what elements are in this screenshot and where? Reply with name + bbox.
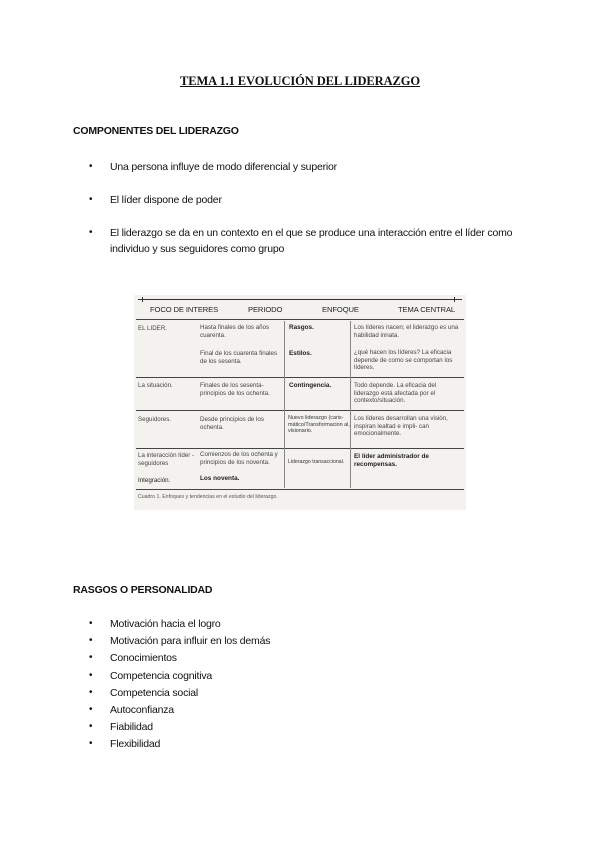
traits-heading: RASGOS O PERSONALIDAD (73, 584, 213, 596)
bullet-icon: • (89, 686, 93, 698)
table-cell: El líder administrador de recompensas. (354, 453, 429, 468)
list-item: • Una persona influye de modo diferencial y superior (89, 161, 337, 173)
bullet-icon: • (89, 618, 93, 629)
table-cell: EL LIDER. (138, 325, 168, 332)
bullet-icon: • (89, 703, 93, 715)
table-top-rule (138, 299, 462, 300)
bullet-icon: • (89, 721, 93, 733)
bullet-icon: • (89, 227, 93, 238)
components-list (73, 159, 533, 274)
traits-list (73, 616, 533, 754)
list-item: • Competencia social (89, 686, 199, 699)
table-cell: Los líderes desarrollan una visión, inspiran lealtad e impli- can emocionalmente. (354, 415, 448, 438)
table-cell: Los noventa. (200, 475, 240, 482)
bullet-icon: • (89, 161, 93, 172)
table-cell: Nuevo liderazgo (caris- mático/Transformacion al, visionario. (288, 415, 350, 435)
table-cell: Contingencia. (289, 382, 332, 389)
leadership-table-image (134, 295, 466, 510)
page-title: TEMA 1.1 EVOLUCIÓN DEL LIDERAZGO (180, 74, 420, 88)
table-cell: Final de los cuarenta finales de los sesenta. (200, 350, 278, 365)
table-rule (136, 377, 464, 378)
table-tick (142, 297, 143, 302)
table-cell: Estilos. (289, 350, 312, 357)
table-cell: Rasgos. (289, 324, 314, 331)
table-cell: Seguidores. (138, 416, 172, 423)
list-item: • El liderazgo se da en un contexto en el que se produce una interacción entre el líder como individuo y sus seguidores como grupo (89, 227, 513, 255)
table-rule (136, 410, 464, 411)
table-cell: Finales de los sesenta- principios de los ochenta. (200, 382, 270, 397)
list-item: • Competencia cognitiva (89, 669, 213, 682)
list-item: • El líder dispone de poder (89, 194, 222, 206)
table-cell: Integración. (138, 477, 171, 484)
list-item: • Fiabilidad (89, 721, 153, 734)
bullet-icon: • (89, 669, 93, 681)
table-cell: La situación. (138, 382, 173, 389)
table-caption: Cuadro 1. Enfoques y tendencias en el estudio del liderazgo. (138, 494, 278, 500)
list-item: • Motivación para influir en los demás (89, 635, 271, 648)
table-cell: Liderazgo transaccional. (288, 459, 345, 465)
header-periodo: PERIODO (248, 305, 283, 314)
list-item: • Conocimientos (89, 652, 177, 665)
bullet-icon: • (89, 635, 93, 647)
bullet-icon: • (89, 652, 93, 664)
table-cell: Desde principios de los ochenta. (200, 416, 264, 431)
table-cell: Comienzos de los ochenta y principios de los noventa. (200, 451, 278, 466)
table-cell: Todo depende. La eficacia del liderazgo está afectada por el contexto/situación. (354, 382, 437, 405)
table-rule (136, 319, 464, 320)
list-item: • Autoconfianza (89, 703, 174, 716)
table-rule (136, 448, 464, 449)
table-tick (454, 297, 455, 302)
table-divider (350, 321, 351, 488)
components-heading: COMPONENTES DEL LIDERAZGO (73, 125, 239, 137)
list-item: • Flexibilidad (89, 738, 161, 751)
table-cell: Hasta finales de los años cuarenta. (200, 324, 270, 339)
header-foco: FOCO DE INTERES (150, 305, 219, 314)
list-item: • Motivación hacia el logro (89, 618, 221, 630)
table-cell: ¿qué hacen los líderes? La eficacia depende de como se comportan los líderes. (354, 349, 453, 372)
table-cell: La interacción líder - seguidores (138, 452, 195, 467)
header-enfoque: ENFOQUE (322, 305, 359, 314)
table-rule (136, 489, 464, 490)
table-cell: Los líderes nacen; el liderazgo es una habilidad innata. (354, 324, 459, 339)
header-tema: TEMA CENTRAL (398, 305, 456, 314)
bullet-icon: • (89, 738, 93, 750)
bullet-icon: • (89, 194, 93, 205)
table-divider (284, 321, 285, 488)
